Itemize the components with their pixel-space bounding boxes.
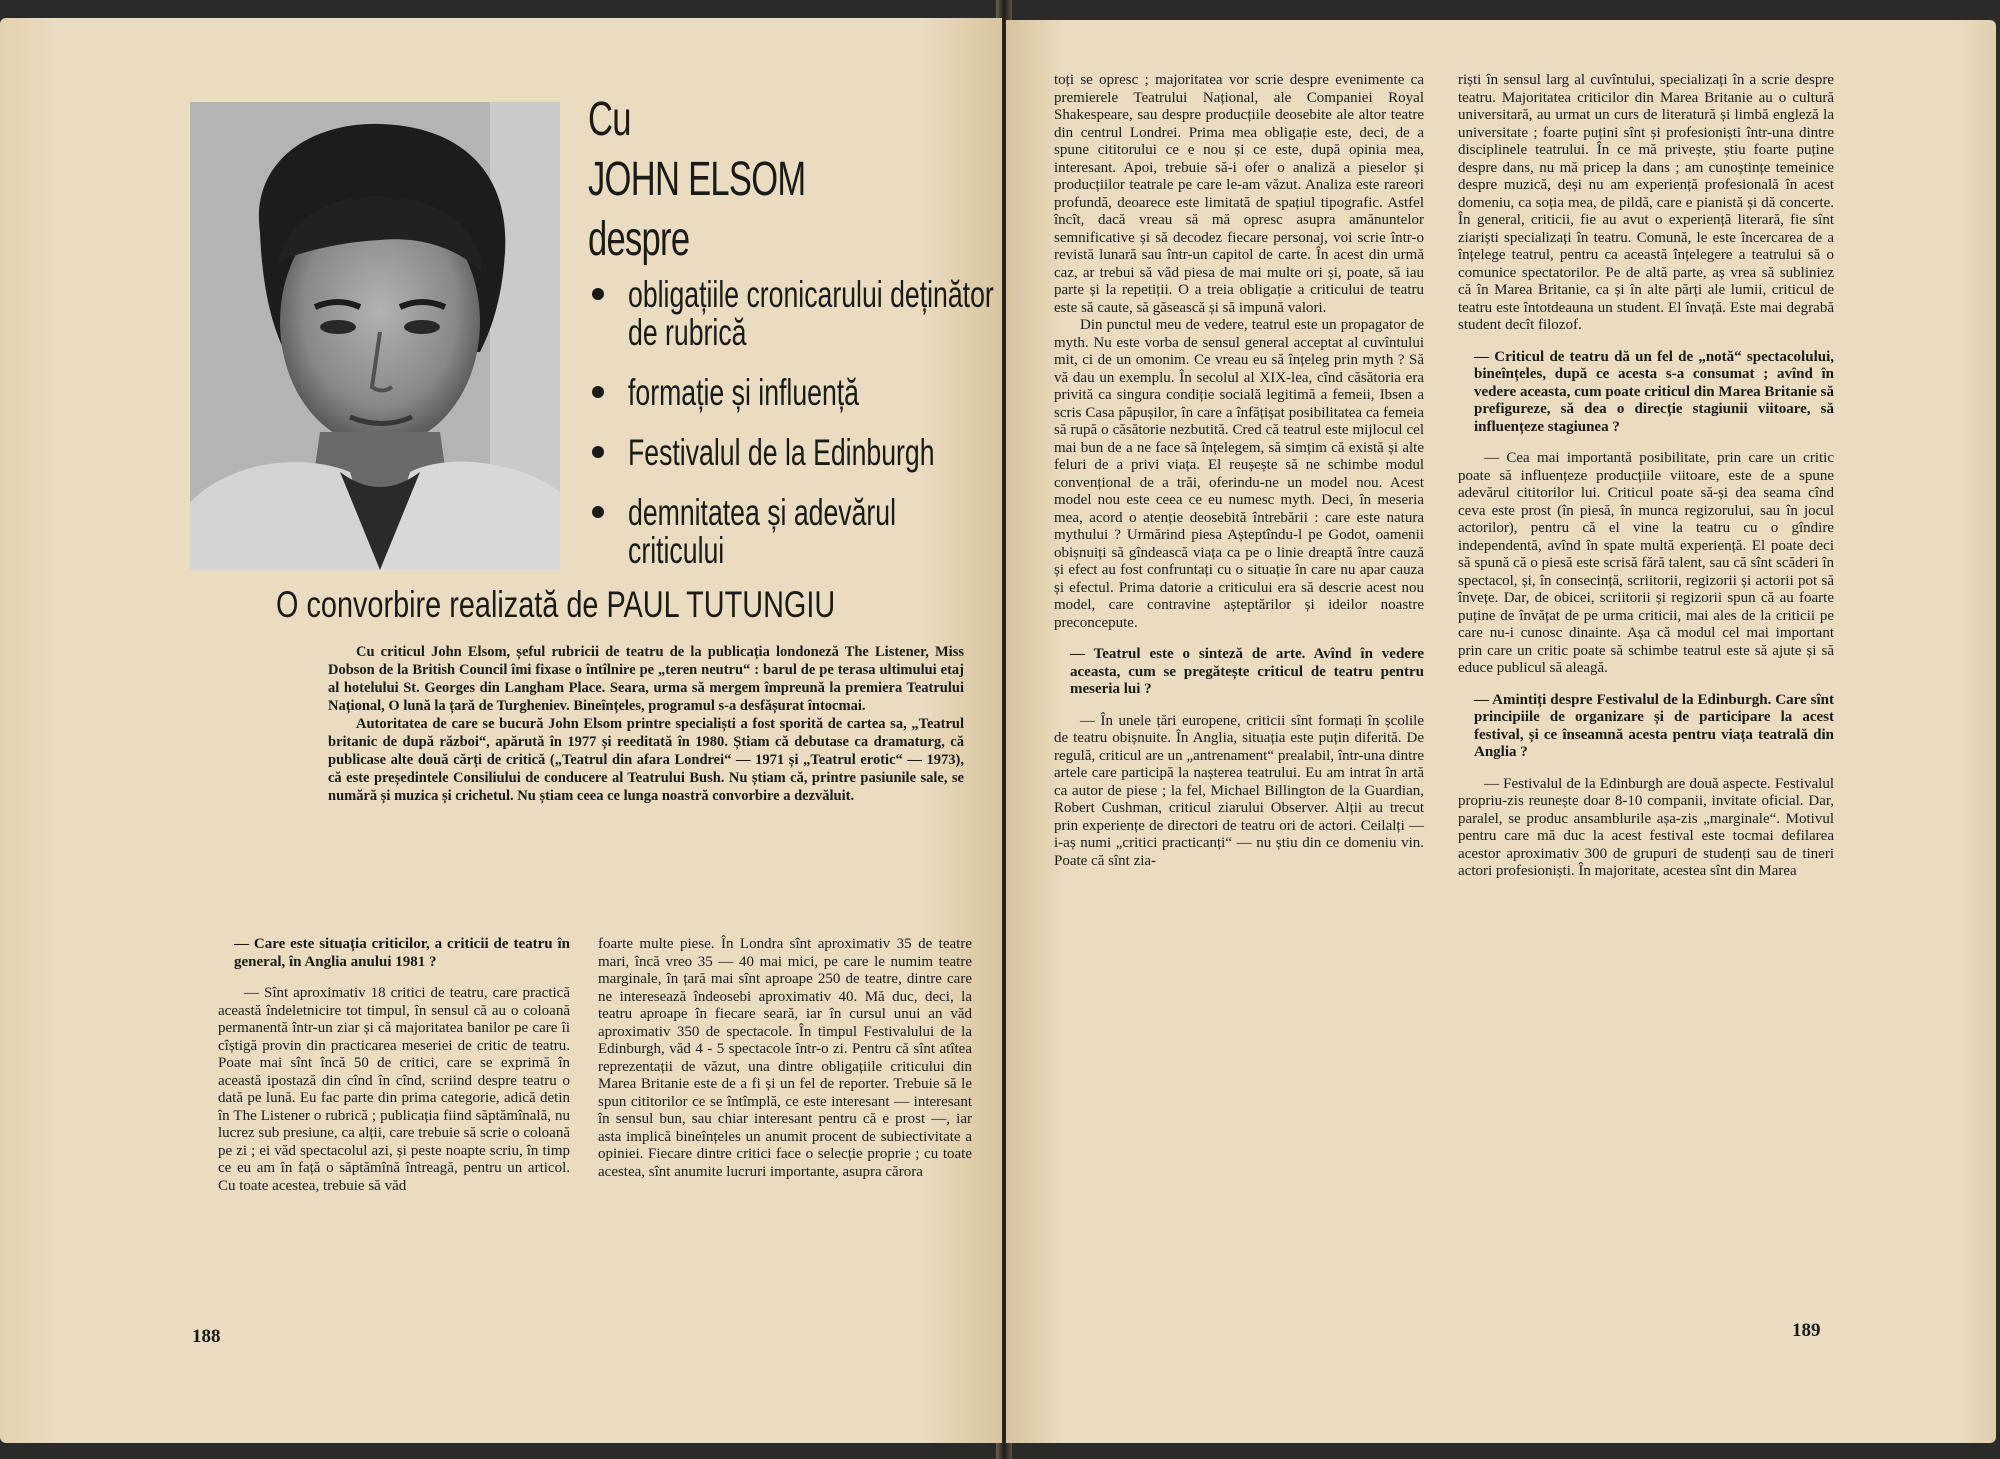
interview-question: — Care este situația criticilor, a criticii de teatru în general, în Anglia anului 1981 ? [234, 936, 570, 970]
column-4 [1458, 72, 1834, 881]
bullet-icon [592, 446, 604, 458]
column-3 [1054, 72, 1424, 870]
topic-item [588, 374, 998, 412]
interview-question: — Criticul de teatru dă un fel de „notă“ spectacolului, bineînțeles, după ce acesta s-a consumat ; avînd în vedere aceasta, cum poate criticul din Marea Britanie să prefigureze, să dea o direcție stagiunii viitoare, să influențeze stagiunea ? [1474, 348, 1834, 435]
bullet-icon [592, 288, 604, 300]
page-number: 188 [192, 1326, 221, 1347]
interview-question: — Teatrul este o sinteză de arte. Avînd în vedere aceasta, cum se pregătește criticul de teatru pentru meseria lui ? [1070, 646, 1424, 697]
interview-question: — Amintiți despre Festivalul de la Edinburgh. Care sînt principiile de organizare și de participare la acest festival, și ce înseamnă acesta pentru viața teatrală din Anglia ? [1474, 691, 1834, 760]
topic-item [588, 494, 998, 570]
portrait-photo [190, 102, 560, 570]
topic-text: obligațiile cronicarului deținător de rubrică [628, 274, 994, 353]
column-1 [218, 936, 570, 1195]
left-page [0, 18, 1002, 1443]
bullet-icon [592, 506, 604, 518]
portrait-photo-image [190, 102, 560, 570]
page-number: 189 [1792, 1320, 1821, 1341]
article-headline [588, 90, 988, 270]
headline-line-1: Cu [588, 93, 631, 146]
intro-paragraph: Cu criticul John Elsom, șeful rubricii de teatru de la publicația londoneză The Listener, Miss Dobson de la British Council îmi fixase o întîlnire pe „teren neutru“ : barul de pe terasa ultimului etaj al hotelului St. Georges din Langham Place. Seara, urma să mergem împreună la premiera Teatrului Național, O lună la țară de Turgheniev. Bineînțeles, programul s-a desfășurat întocmai. [328, 644, 964, 714]
byline [276, 584, 976, 626]
intro-paragraph: Autoritatea de care se bucură John Elsom printre specialiști a fost sporită de cartea sa, „Teatrul britanic de după război“, apărută în 1977 și reeditată în 1980. Știam că debutase ca dramaturg, că publicase alte două cărți de critică („Teatrul din afara Londrei“ — 1971 și „Teatrul erotic“ — 1973), că este președintele Consiliului de conducere al Teatrului Bush. Nu știam că, printre pasiunile sale, se numără și muzica și crichetul. Nu știam ceea ce lunga noastră convorbire a dezvăluit. [328, 716, 964, 804]
interview-answer-continued: riști în sensul larg al cuvîntului, specializați în a scrie despre teatru. Majoritatea criticilor din Marea Britanie au o cultură universitară, au urmat un curs de literatură și limbă engleză la universitate ; foarte puțini sînt și profesioniști într-una dintre disciplinele teatrului. În ce mă privește, știu foarte puține despre dans, nu mă pricep la dans ; am cunoștințe temeinice despre muzică, deși nu am experiență profesională în acest domeniu, ca soția mea, de pildă, care e pianistă și dă concerte. În general, criticii, fie au avut o experiență literară, fie sînt ziariști specializați în teatru. Comună, le este încercarea de a înțelege teatrul, pentru ca această înțelegere a teatrului să o comunice spectatorilor. Pe de altă parte, aș vrea să subliniez că în Marea Britanie, ca și în alte părți ale lumii, criticul de teatru este întotdeauna un student. El învață. Este mai degrabă student decît filozof. [1458, 72, 1834, 333]
interview-answer: — În unele țări europene, criticii sînt formați în școlile de teatru obișnuite. În Anglia, situația este puțin diferită. De regulă, criticul are un „antrenament“ prealabil, într-una dintre artele care participă la nașterea teatrului. Eu am intrat în artă ca autor de piese ; la fel, Michael Billington de la Guardian, Robert Cushman, criticul ziarului Observer. Alții au trecut prin experiențe de directori de teatru ori de actori. Ceilalți — i-aș numi „critici practicanți“ — nu știu din ce domeniu vin. Poate că sînt zia- [1054, 712, 1424, 869]
interview-paragraph: Din punctul meu de vedere, teatrul este un propagator de myth. Nu este vorba de sensul general acceptat al cuvîntului mit, ci de un omonim. Ce vreau eu să înțeleg prin myth ? Să vă dau un exemplu. În secolul al XIX-lea, cînd căsătoria era privită ca singura condiție socială legitimă a femeii, Ibsen a scris Casa păpușilor, în care a înfățișat posibilitatea ca femeia să rupă o căsătorie nezbutită. Cred că teatrul este mijlocul cel mai bun de a ne face să înțelegem, să simțim că există și alte feluri de a privi viața. El reușește să ne schimbe modul convențional de a trăi, oferindu-ne un model nou. Acest model nou este ceea ce eu numesc myth. Deci, în meseria mea, acord o atenție deosebită întrebării : care este natura mythului ? Urmărind piesa Așteptîndu-l pe Godot, oamenii obișnuiți să gîndească viața ca pe o linie dreaptă între cauză și efect au fost confruntați cu o situație în care nu apar cauza și efectul. Prima datorie a criticului era să descrie acest nou model, care contravine așteptărilor și ideilor noastre preconcepute. [1054, 317, 1424, 631]
headline-line-3: despre [588, 213, 690, 266]
column-2 [598, 936, 972, 1181]
topic-item [588, 434, 998, 472]
interview-answer: — Festivalul de la Edinburgh are două aspecte. Festivalul propriu-zis reunește doar 8-10 companii, invitate oficial. Dar, paralel, se produc ansamblurile așa-zis „marginale“. Motivul pentru care mă duc la acest festival este tocmai defilarea acestor aproximativ 300 de grupuri de studenți sau de tineri actori profesioniști. În majoritate, acestea sînt din Marea [1458, 775, 1834, 879]
topic-text: formație și influență [628, 372, 859, 413]
interview-answer: — Cea mai importantă posibilitate, prin care un critic poate să influențeze producțiile viitoare, este de a spune adevărul cititorilor lui. Criticul poate să-și dea seama cînd ceva este prost (în piesă, în munca regizorului, sau în jocul actorilor), pentru că el vine la teatru cu o gîndire independentă, avînd în spate multă experiență. El poate deci să spună că o piesă este scrisă fără talent, sau că sînt scăderi în spectacol, și, în consecință, scriitorii, regizorii și actorii pot să învețe. Dar, de obicei, scriitorii și regizorii spun că au foarte puține de învățat de pe urma criticii, mai ales de la criticii pe care nu-i cunosc dinainte. Așa că modul cel mai important prin care un critic poate să schimbe teatrul este să ajute și să educe publicul să aleagă. [1458, 450, 1834, 676]
topic-text: Festivalul de la Edinburgh [628, 432, 935, 473]
topic-text: demnitatea și adevărul criticului [628, 492, 897, 571]
interview-answer: — Sînt aproximativ 18 critici de teatru, care practică această îndeletnicire tot timpul, în sensul că au o coloană permanentă într-un ziar și că majoritatea banilor pe care îi cîștigă provin din practicarea meseriei de critic de teatru. Poate mai sînt încă 50 de critici, care se exprimă în această ipostază din cînd în cînd, scriind despre teatru o dată pe lună. Eu fac parte din prima categorie, adică detin în The Listener o rubrică ; publicația fiind săptămînală, nu lucrez sub presiune, ca alții, care trebuie să scrie o coloană pe zi ; ei văd spectacolul azi, și peste noapte scriu, în timp ce eu am în față o săptămînă întreagă, pentru un articol. Cu toate acestea, trebuie să văd [218, 985, 570, 1194]
interview-answer-continued: toți se opresc ; majoritatea vor scrie despre evenimente ca premierele Teatrului Național, ale Companiei Royal Shakespeare, sau despre producțiile deosebite ale altor teatre din centrul Londrei. Prima mea obligație este, deci, de a spune cititorului ce e nou și ce este, după opinia mea, interesant. Apoi, trebuie să-i ofer o analiză a pieselor și producțiilor teatrale pe care le-am văzut. Analiza este rareori profundă, deoarece este limitată de spațiul tipografic. Astfel încît, dacă vreau să mă opresc asupra amănuntelor semnificative și să decodez fiecare personaj, voi scrie într-o revistă lunară sau într-un capitol de carte. În acest din urmă caz, ar trebui să văd piesa de mai multe ori și, poate, să iau parte și la repetiții. O a treia obligație a criticului de teatru este să caute, să găsească și să impună valori. [1054, 72, 1424, 316]
headline-line-2: JOHN ELSOM [588, 153, 806, 206]
interview-answer-continued: foarte multe piese. În Londra sînt aproximativ 35 de teatre mari, încă vreo 35 — 40 mai mici, pe care le numim teatre marginale, în țară mai sînt aproape 250 de teatre, dintre care ne interesează îndeosebi aproximativ 40. Mă duc, deci, la teatru aproape în fiecare seară, iar în cursul unui an văd aproximativ 350 de spectacole. În timpul Festivalului de la Edinburgh, văd 4 - 5 spectacole într-o zi. Pentru că sînt atîtea reprezentații de văzut, una dintre obligațiile criticului din Marea Britanie este de a fi și un fel de reporter. Trebuie să le spun cititorilor ce se întîmplă, ce este interesant — interesant în sensul bun, sau chiar interesant pentru că e prost —, iar asta implică bineînțeles un anumit procent de subiectivitate a opiniei. Fiecare dintre critici face o selecție proprie ; cu toate acestea, sînt anumite lucruri importante, asupra cărora [598, 936, 972, 1180]
byline-text: O convorbire realizată de PAUL TUTUNGIU [276, 584, 836, 625]
intro-text [328, 643, 964, 805]
bullet-icon [592, 386, 604, 398]
topic-list [588, 276, 998, 592]
right-page [1006, 20, 1996, 1443]
topic-item [588, 276, 998, 352]
